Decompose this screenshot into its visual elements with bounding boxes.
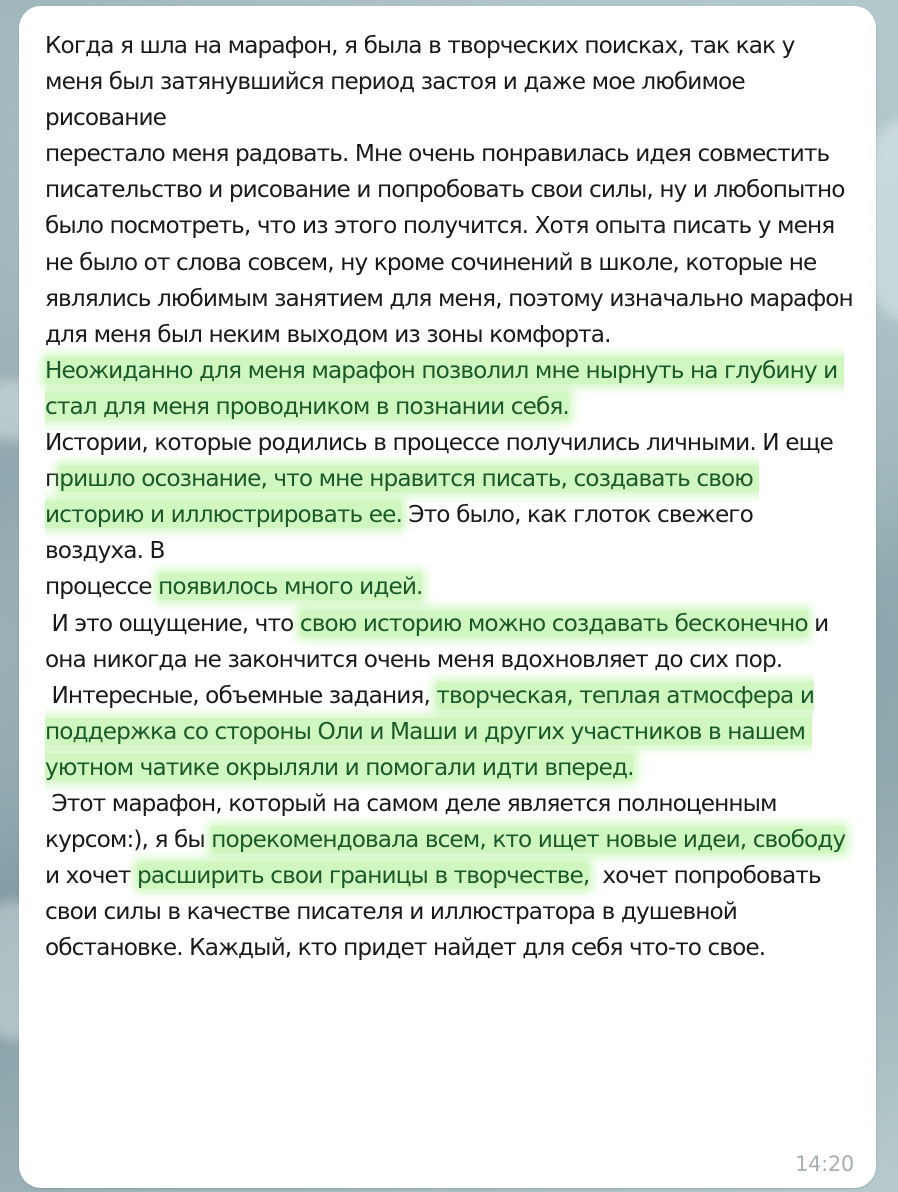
message-text-segment: Этот марафон, который на самом деле является полноценным курсом:), я бы bbox=[45, 789, 777, 854]
highlighted-text: ришло осознание, что мне нравится писать, создавать свою историю и иллюстрировать ее. bbox=[45, 465, 760, 529]
message-text-segment: Истории, которые родились в процессе получились личными. И еще п bbox=[45, 429, 833, 493]
message-text-segment: хочет попробовать свои силы в качестве писателя и иллюстратора в душевной обстановке. Каждый, кто придет найдет для себя что-то свое. bbox=[45, 862, 828, 962]
message-text bbox=[45, 28, 856, 966]
message-text-segment: и хочет bbox=[45, 862, 131, 890]
highlighted-text: свою историю можно создавать бесконечно bbox=[299, 609, 808, 637]
message-text-segment: Это было, как глоток свежего воздуха. В процессе bbox=[45, 501, 753, 601]
highlighted-text: появилось много идей. bbox=[158, 573, 423, 601]
highlighted-text: порекомендовала всем, кто ищет новые идеи, свободу bbox=[211, 826, 846, 854]
highlighted-text: творческая, теплая атмосфера и поддержка со стороны Оли и Маши и других участников в нашем уютном чатике окрыляли и помогали идти вперед. bbox=[45, 681, 814, 781]
message-bubble[interactable] bbox=[19, 6, 876, 1188]
highlighted-text: расширить свои границы в творчестве, bbox=[137, 862, 590, 890]
message-text-segment: Когда я шла на марафон, я была в творческих поисках, так как у меня был затянувшийся период застоя и даже мое любимое рисование перестало меня радовать. Мне очень понравилась идея совместить писательство и рисование и попробовать свои силы, ну и любопытно было посмотреть, что из этого получится. Хотя опыта писать у меня не было от слова совсем, ну кроме сочинений в школе, которые не являлись любимым занятием для меня, поэтому изначально марафон для меня был неким выходом из зоны комфорта. bbox=[45, 32, 853, 348]
message-text-segment: И это ощущение, что bbox=[51, 609, 294, 637]
message-timestamp: 14:20 bbox=[794, 1152, 854, 1176]
highlighted-text: Неожиданно для меня марафон позволил мне нырнуть на глубину и стал для меня проводником в познании себя. bbox=[45, 356, 844, 420]
message-text-segment: и она никогда не закончится очень меня вдохновляет до сих пор. Интересные, объемные задания, bbox=[45, 609, 829, 709]
